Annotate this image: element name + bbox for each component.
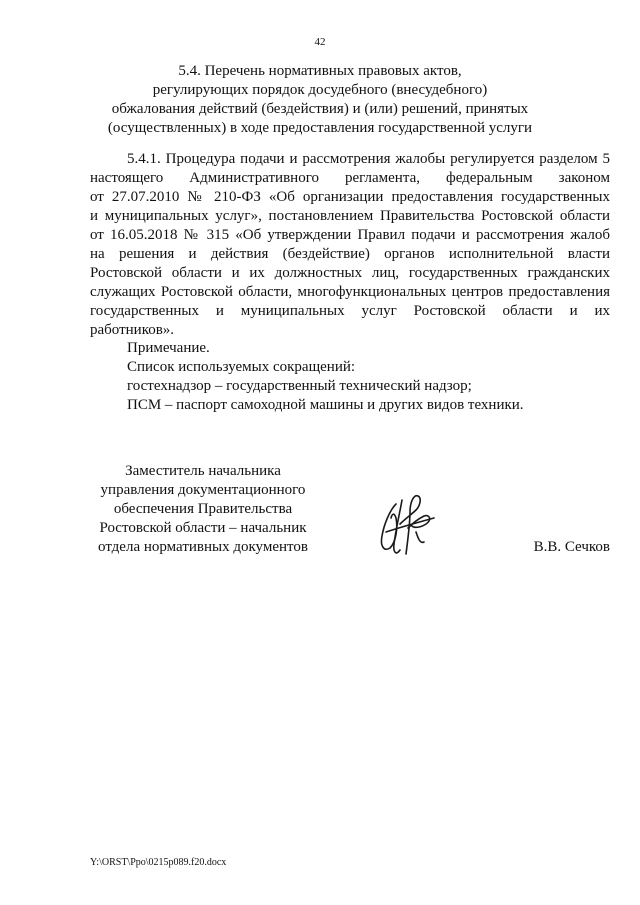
paragraph-line: служащих Ростовской области, многофункциональных центров предоставления: [90, 284, 610, 300]
note-block: [127, 339, 607, 415]
signer-title-line: Заместитель начальника: [125, 463, 281, 479]
paragraph-line: государственных и муниципальных услуг Ростовской области и их: [90, 303, 610, 319]
paragraph-line: от 27.07.2010 № 210-ФЗ «Об организации предоставления государственных: [90, 189, 610, 205]
paragraph-line: Ростовской области и их должностных лиц, государственных гражданских: [90, 265, 610, 281]
abbreviation-item: гостехнадзор – государственный технический надзор;: [127, 378, 472, 394]
signer-title: [86, 462, 320, 557]
main-paragraph: [90, 150, 610, 340]
paragraph-line: работников».: [90, 322, 175, 338]
signer-title-line: обеспечения Правительства: [113, 501, 293, 517]
note-title: Примечание.: [127, 340, 210, 356]
paragraph-line: 5.4.1. Процедура подачи и рассмотрения жалобы регулируется разделом 5: [127, 151, 610, 167]
page-number: 42: [314, 36, 326, 48]
abbreviation-item: ПСМ – паспорт самоходной машины и других видов техники.: [127, 397, 524, 413]
signer-title-line: отдела нормативных документов: [98, 539, 308, 555]
section-heading-line: (осуществленных) в ходе предоставления государственной услуги: [107, 120, 533, 136]
section-heading-line: регулирующих порядок досудебного (внесудебного): [152, 82, 488, 98]
file-path: Y:\ORST\Ppo\0215p089.f20.docx: [90, 857, 227, 868]
section-heading-line: обжалования действий (бездействия) и (или) решений, принятых: [111, 101, 529, 117]
paragraph-line: и муниципальных услуг», постановлением Правительства Ростовской области: [90, 208, 610, 224]
signature-stroke: [416, 532, 424, 542]
paragraph-line: настоящего Административного регламента, федеральным законом: [90, 170, 610, 186]
signer-name: В.В. Сечков: [533, 539, 610, 555]
paragraph-line: от 16.05.2018 № 315 «Об утверждении Правил подачи и рассмотрения жалоб: [90, 227, 610, 243]
signer-title-line: Ростовской области – начальник: [99, 520, 307, 536]
abbreviations-title: Список используемых сокращений:: [127, 359, 356, 375]
signature-stroke: [394, 500, 402, 553]
section-heading-line: 5.4. Перечень нормативных правовых актов,: [178, 63, 462, 79]
signer-title-line: управления документационного: [100, 482, 306, 498]
paragraph-line: на решения и действия (бездействие) органов исполнительной власти: [90, 246, 610, 262]
section-heading: [60, 62, 580, 138]
handwritten-signature: [372, 488, 442, 560]
